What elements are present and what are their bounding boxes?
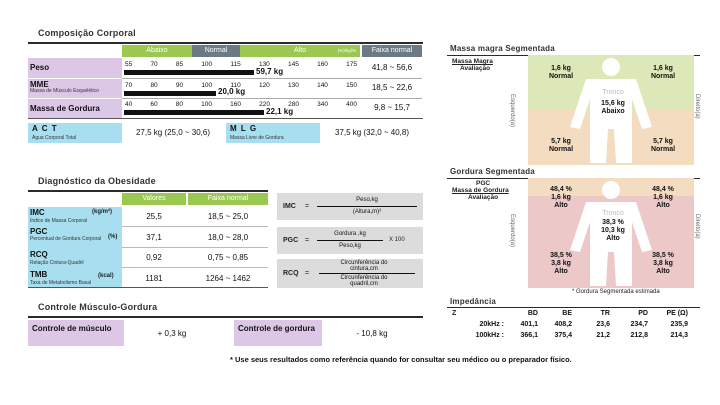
fat-left-leg-value: 3,8 kg (551, 260, 571, 267)
control-rule (28, 316, 423, 318)
tick: 40 (125, 101, 133, 108)
header-valores: Valores (122, 193, 186, 205)
obesity-title: Diagnóstico da Obesidade (38, 176, 156, 186)
fat-trunk-label: Tronco (602, 210, 624, 217)
rcq-formula-num: Circunferência do cintura,cm (340, 260, 388, 272)
impedance-col-be: BE (562, 310, 572, 317)
lean-left-arm-eval: Normal (548, 73, 574, 80)
pgc-formula-name: PGC (283, 237, 299, 244)
pgc-formula-num: Gordura ,kg (334, 231, 366, 237)
lean-left-side-label: Esquerdo(a) (509, 94, 515, 128)
tick: 140 (317, 82, 328, 89)
fat-control-value: - 10,8 kg (356, 329, 388, 338)
fat-legend-line2: Massa de Gordura (452, 187, 509, 194)
lean-left-arm-value: 1,6 kg (551, 65, 571, 72)
lean-left-leg-eval: Normal (548, 146, 574, 153)
tick: 90 (175, 82, 184, 89)
lean-legend-sub: Avaliação (460, 65, 491, 72)
impedance-cell: 375,4 (554, 332, 572, 339)
pgc-formula-box (277, 227, 423, 254)
tick: 80 (150, 82, 158, 89)
mme-range: 18,5 ~ 22,6 (371, 83, 413, 92)
fat-right-leg-pct: 38,5 % (652, 252, 674, 259)
fat-left-leg (542, 252, 580, 276)
act-label: A C T (32, 124, 58, 133)
row-divider (122, 98, 422, 99)
mg-value: 22,1 kg (266, 107, 294, 116)
impedance-cell: 235,9 (670, 321, 688, 328)
lean-right-arm (644, 65, 682, 81)
pgc-value: 37,1 (146, 233, 162, 242)
pgc-range: 18,0 ~ 28,0 (207, 233, 249, 242)
impedance-row-100khz-label: 100kHz : (475, 332, 504, 339)
impedance-col-tr: TR (600, 310, 610, 317)
fat-note: * Gordura Segmentada estimada (572, 289, 660, 295)
tmb-range: 1264 ~ 1462 (205, 274, 251, 283)
tick: 175 (346, 61, 357, 68)
impedance-cell: 21,2 (596, 332, 610, 339)
composition-title: Composição Corporal (38, 28, 136, 38)
footnote: * Use seus resultados como referência quando for consultar seu médico ou o preparador físico. (230, 355, 572, 364)
fat-left-arm-pct: 48,4 % (550, 186, 572, 193)
rcq-label: RCQ (30, 250, 48, 259)
rcq-formula-den: Circunferência do quadril,cm (340, 275, 388, 287)
impedance-cell: 408,2 (554, 321, 572, 328)
fat-trunk-value: 10,3 kg (601, 227, 625, 234)
impedance-cell: 366,1 (520, 332, 538, 339)
tick: 120 (258, 82, 270, 89)
pgc-formula-mult: X 100 (389, 237, 405, 243)
mlg-label: M L G (230, 124, 258, 133)
impedance-cell: 234,7 (630, 321, 648, 328)
fat-title: Gordura Segmentada (450, 167, 535, 176)
fat-right-arm-eval: Alto (656, 202, 670, 209)
fat-right-leg-eval: Alto (656, 268, 670, 275)
fat-right-arm-pct: 48,4 % (652, 186, 674, 193)
mme-bar (124, 91, 216, 96)
fat-right-arm-value: 1,6 kg (653, 194, 673, 201)
impedance-cell: 401,1 (520, 321, 538, 328)
mg-ticks (125, 101, 357, 108)
tick: 100 (201, 101, 212, 108)
tick: 160 (317, 61, 328, 68)
pgc-label: PGC (30, 227, 48, 236)
peso-ticks (125, 61, 357, 68)
header-unit: (%)/kg/% (337, 48, 356, 53)
tmb-value: 1181 (145, 274, 163, 283)
lean-left-arm (542, 65, 580, 81)
row-mme-sub: Massa de Músculo Esquelético (30, 88, 99, 94)
rcq-range: 0,75 ~ 0,85 (207, 253, 249, 262)
act-value: 27,5 kg (25,0 ~ 30,6) (135, 128, 211, 137)
lean-trunk (590, 100, 636, 116)
pgc-unit: (%) (108, 234, 118, 240)
row-mme-label: MME (30, 80, 49, 89)
tick: 150 (346, 82, 357, 89)
fat-trunk-pct: 38,3 % (602, 219, 624, 226)
control-title: Controle Músculo-Gordura (38, 302, 158, 312)
mg-range: 9,8 ~ 15,7 (374, 103, 410, 112)
fat-right-leg (644, 252, 682, 276)
header-normal: Normal (192, 45, 240, 57)
imc-label: IMC (30, 208, 45, 217)
row-mg-label: Massa de Gordura (30, 104, 100, 113)
mlg-value: 37,5 kg (32,0 ~ 40,8) (334, 128, 410, 137)
fat-right-arm (644, 186, 682, 210)
rcq-formula-box (277, 259, 423, 288)
imc-formula-box (277, 193, 423, 220)
mme-value: 20,0 kg (218, 87, 246, 96)
imc-formula-name: IMC (283, 203, 296, 210)
composition-header (122, 45, 360, 57)
muscle-control-label: Controle de músculo (32, 324, 112, 333)
pgc-formula-eq: = (305, 237, 310, 244)
muscle-control-value: + 0,3 kg (157, 329, 187, 338)
header-abaixo: Abaixo (122, 45, 192, 57)
fat-legend-line3: Avaliação (468, 194, 499, 201)
tick: 110 (230, 82, 241, 89)
impedance-cell: 212,8 (630, 332, 648, 339)
fat-left-leg-eval: Alto (554, 268, 568, 275)
lean-trunk-eval: Abaixo (601, 108, 625, 115)
peso-bar (124, 70, 254, 75)
formula-panel (277, 193, 423, 288)
tick: 55 (125, 61, 133, 68)
tick: 85 (175, 61, 184, 68)
lean-right-leg (644, 138, 682, 154)
rcq-value: 0,92 (146, 253, 162, 262)
lean-trunk-value: 15,6 kg (601, 100, 625, 107)
impedance-rule (447, 307, 700, 308)
lean-trunk-label: Tronco (602, 89, 624, 96)
tick: 130 (258, 61, 270, 68)
rcq-formula-name: RCQ (283, 270, 299, 277)
row-divider (122, 226, 268, 227)
tick: 145 (288, 61, 299, 68)
peso-value: 59,7 kg (256, 67, 284, 76)
composition-rule (28, 42, 423, 44)
fat-right-leg-value: 3,8 kg (653, 260, 673, 267)
pgc-sub: Percentual de Gordura Corporal (30, 236, 102, 242)
tick: 100 (201, 82, 213, 89)
fraction-line (317, 240, 383, 241)
tick: 115 (230, 61, 241, 68)
imc-formula-den: (Altura,m)² (352, 209, 382, 215)
lean-right-arm-eval: Normal (650, 73, 676, 80)
header-alto (240, 45, 360, 57)
row-divider (122, 78, 422, 79)
impedance-col-pe: PE (Ω) (666, 310, 688, 317)
tmb-unit: (kcal) (98, 273, 114, 279)
lean-legend-title: Massa Magra (452, 58, 493, 65)
impedance-cell: 214,3 (670, 332, 688, 339)
fat-control-label: Controle de gordura (238, 324, 315, 333)
tick: 60 (150, 101, 158, 108)
header-faixa-normal: Faixa normal (362, 45, 422, 57)
pgc-formula-den: Peso,kg (339, 243, 361, 249)
lean-right-side-label: Direito(a) (694, 94, 700, 119)
tmb-label: TMB (30, 270, 48, 279)
impedance-title: Impedância (450, 297, 497, 306)
tick: 70 (125, 82, 133, 89)
fat-left-arm-value: 1,6 kg (551, 194, 571, 201)
fat-right-side-label: Direito(a) (694, 214, 700, 239)
tick: 70 (150, 61, 158, 68)
imc-unit: (kg/m²) (92, 209, 112, 215)
fat-left-arm (542, 186, 580, 210)
row-divider (122, 267, 268, 268)
imc-formula-num: Peso,kg (356, 197, 378, 203)
tick: 160 (230, 101, 241, 108)
imc-range: 18,5 ~ 25,0 (207, 212, 249, 221)
impedance-row-20khz-label: 20kHz : (479, 321, 504, 328)
fat-left-arm-eval: Alto (554, 202, 568, 209)
peso-range: 41,8 ~ 56,6 (371, 63, 413, 72)
lean-right-arm-value: 1,6 kg (653, 65, 673, 72)
lean-left-leg-value: 5,7 kg (551, 138, 571, 145)
imc-sub: Índice de Massa Corporal (30, 218, 87, 224)
tick: 80 (175, 101, 183, 108)
tick: 280 (288, 101, 299, 108)
tick: 100 (201, 61, 213, 68)
fat-left-leg-pct: 38,5 % (550, 252, 572, 259)
fat-legend-line1: PGC (476, 180, 491, 187)
lean-right-leg-eval: Normal (650, 146, 676, 153)
tick: 130 (288, 82, 299, 89)
row-divider (28, 287, 268, 288)
lean-title: Massa magra Segmentada (450, 44, 555, 53)
tick: 400 (346, 101, 357, 108)
impedance-col-bd: BD (527, 310, 538, 317)
imc-formula-eq: = (305, 203, 310, 210)
imc-value: 25,5 (146, 212, 162, 221)
row-divider (122, 247, 268, 248)
impedance-col-pd: PD (638, 310, 648, 317)
lean-right-leg-value: 5,7 kg (653, 138, 673, 145)
rcq-sub: Relação Cintura-Quadril (30, 260, 84, 266)
obesity-rule (28, 190, 268, 192)
fraction-line (317, 206, 417, 207)
impedance-cell: 23,6 (596, 321, 610, 328)
tick: 340 (317, 101, 328, 108)
row-divider (28, 118, 423, 119)
mlg-sub: Massa Livre de Gordura (230, 135, 284, 141)
fat-left-side-label: Esquerdo(a) (509, 214, 515, 248)
tmb-sub: Taxa de Metabolismo Basal (30, 280, 92, 286)
header-alto-label: Alto (293, 47, 307, 54)
lean-left-leg (542, 138, 580, 154)
fraction-line (319, 273, 415, 274)
tick: 220 (259, 101, 270, 108)
mg-bar (124, 110, 264, 115)
fat-trunk (590, 219, 636, 243)
row-peso-label: Peso (30, 63, 50, 72)
rcq-formula-eq: = (305, 270, 310, 277)
header-obesity-range: Faixa normal (188, 193, 268, 205)
act-sub: Água Corporal Total (32, 135, 77, 141)
impedance-z-label: Z (452, 310, 457, 317)
fat-trunk-eval: Alto (606, 235, 620, 242)
